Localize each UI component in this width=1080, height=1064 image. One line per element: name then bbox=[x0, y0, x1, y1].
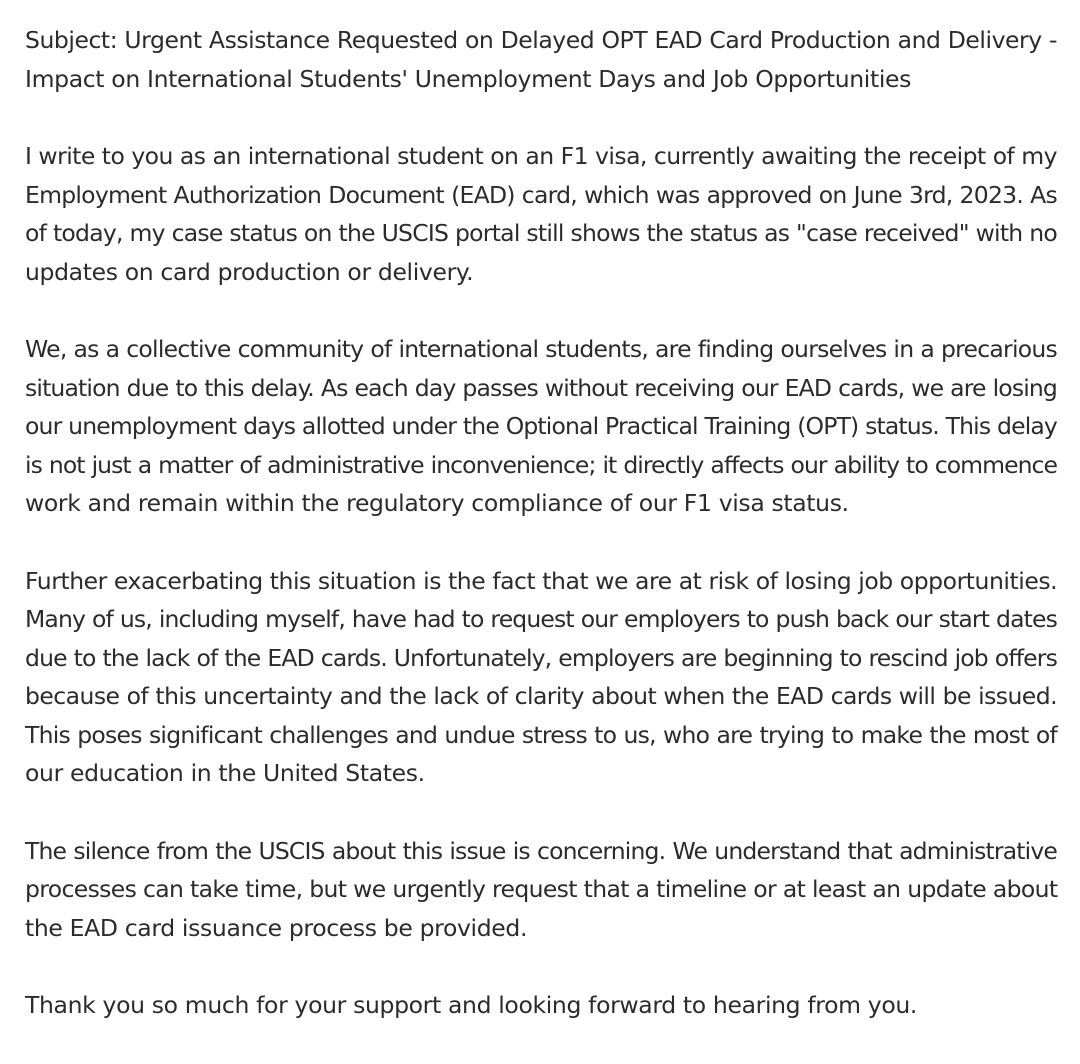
subject-line bbox=[25, 21, 1057, 98]
paragraph-line: I write to you as an international student on an F1 visa, currently awaiting the receipt of my bbox=[25, 142, 1057, 170]
paragraph-line: processes can take time, but we urgently request that a timeline or at least an update about bbox=[25, 875, 1058, 903]
paragraph-line: This poses significant challenges and undue stress to us, who are trying to make the most of bbox=[25, 720, 1057, 749]
paragraph-line: our education in the United States. bbox=[25, 759, 425, 787]
paragraph-line: of today, my case status on the USCIS portal still shows the status as "case received" with no bbox=[25, 219, 1057, 247]
subject-line-1: Subject: Urgent Assistance Requested on Delayed OPT EAD Card Production and Delivery - bbox=[25, 26, 1057, 54]
closing-line: Thank you so much for your support and looking forward to hearing from you. bbox=[25, 991, 918, 1019]
paragraph-line: due to the lack of the EAD cards. Unfortunately, employers are beginning to rescind job offers bbox=[25, 643, 1057, 672]
paragraph-line: We, as a collective community of international students, are finding ourselves in a precarious bbox=[25, 335, 1057, 363]
paragraph-line: The silence from the USCIS about this issue is concerning. We understand that administrative bbox=[25, 836, 1057, 865]
paragraph-closing bbox=[25, 986, 1057, 1025]
paragraph-line: Further exacerbating this situation is the fact that we are at risk of losing job opportunities. bbox=[25, 566, 1058, 595]
paragraph-line: our unemployment days allotted under the Optional Practical Training (OPT) status. This delay bbox=[25, 412, 1057, 440]
paragraph-line: updates on card production or delivery. bbox=[25, 257, 474, 286]
paragraph-impact bbox=[25, 330, 1057, 523]
paragraph-line: Many of us, including myself, have had to request our employers to push back our start dates bbox=[25, 605, 1057, 633]
paragraph-line: work and remain within the regulatory compliance of our F1 visa status. bbox=[25, 489, 849, 517]
paragraph-line: because of this uncertainty and the lack of clarity about when the EAD cards will be issued. bbox=[25, 682, 1057, 710]
subject-line-2: Impact on International Students' Unemployment Days and Job Opportunities bbox=[25, 64, 912, 93]
paragraph-intro bbox=[25, 137, 1057, 291]
paragraph-request bbox=[25, 832, 1057, 948]
paragraph-line: Employment Authorization Document (EAD) card, which was approved on June 3rd, 2023. As bbox=[25, 180, 1057, 209]
paragraph-line: the EAD card issuance process be provided. bbox=[25, 913, 528, 942]
letter-body bbox=[25, 21, 1057, 1064]
paragraph-job-risk bbox=[25, 562, 1057, 793]
paragraph-line: is not just a matter of administrative inconvenience; it directly affects our ability to commence bbox=[25, 450, 1057, 479]
paragraph-line: situation due to this delay. As each day passes without receiving our EAD cards, we are losing bbox=[25, 373, 1057, 402]
